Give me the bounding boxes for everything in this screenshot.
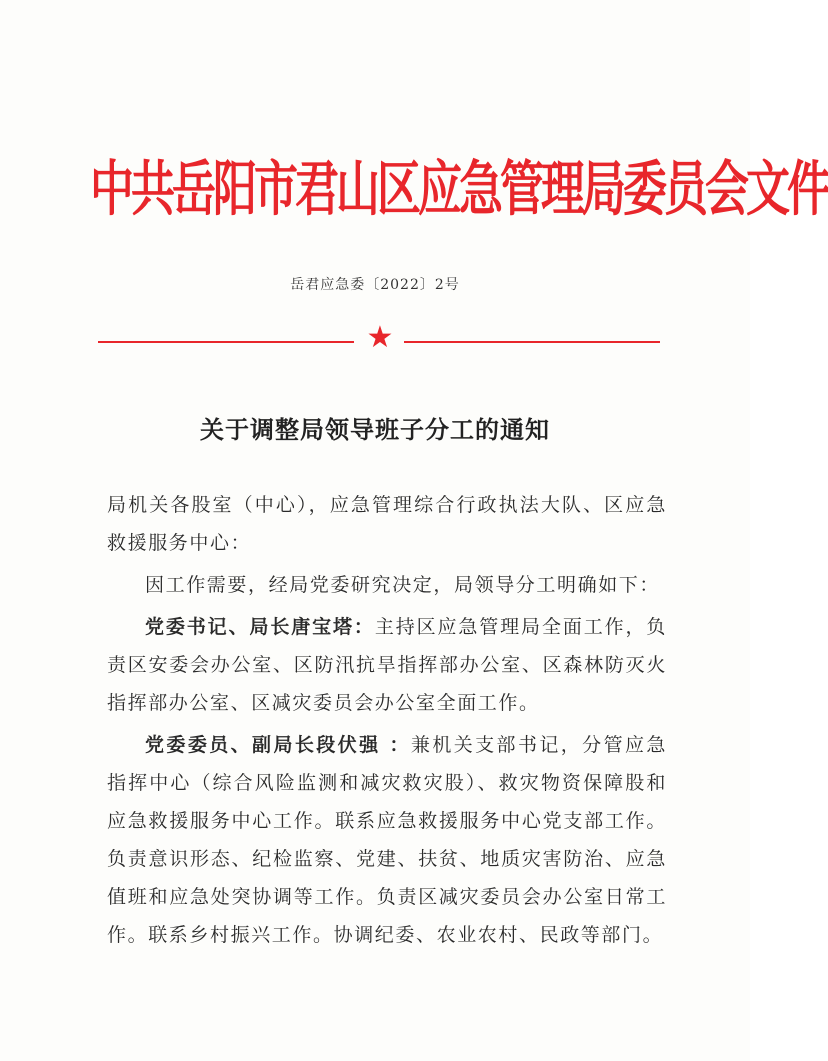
addressee-paragraph: 局机关各股室（中心），应急管理综合行政执法大队、区应急救援服务中心： [107,494,667,554]
notice-title: 关于调整局领导班子分工的通知 [200,415,550,444]
leader-name: 党委书记、局长唐宝塔： [145,616,375,638]
document-number: 岳君应急委〔2022〕2号 [290,277,460,293]
red-rule-left [98,341,354,343]
section-paragraph [107,726,667,954]
document-body [107,486,667,954]
red-rule-right [404,341,660,343]
leader-name: 党委委员、副局长段伏强 ： [145,734,411,756]
duty-text: 兼机关支部书记，分管应急指挥中心（综合风险监测和减灾救灾股）、救灾物资保障股和应急救援服务中心工作。联系应急救援服务中心党支部工作。负责意识形态、纪检监察、党建、扶贫、地质灾害防治、应急值班和应急处突协调等工作。负责区减灾委员会办公室日常工作。联系乡村振兴工作。协调纪委、农业农村、民政等部门。 [107,734,668,946]
red-star-icon: ★ [366,320,394,355]
red-header-title: 中共岳阳市君山区应急管理局委员会文件 [90,155,828,225]
duty-text: 主持区应急管理局全面工作，负责区安委会办公室、区防汛抗旱指挥部办公室、区森林防灭火指挥部办公室、区减灾委员会办公室全面工作。 [107,616,667,714]
intro-paragraph: 因工作需要，经局党委研究决定，局领导分工明确如下： [145,574,661,596]
section-paragraph [107,608,667,722]
